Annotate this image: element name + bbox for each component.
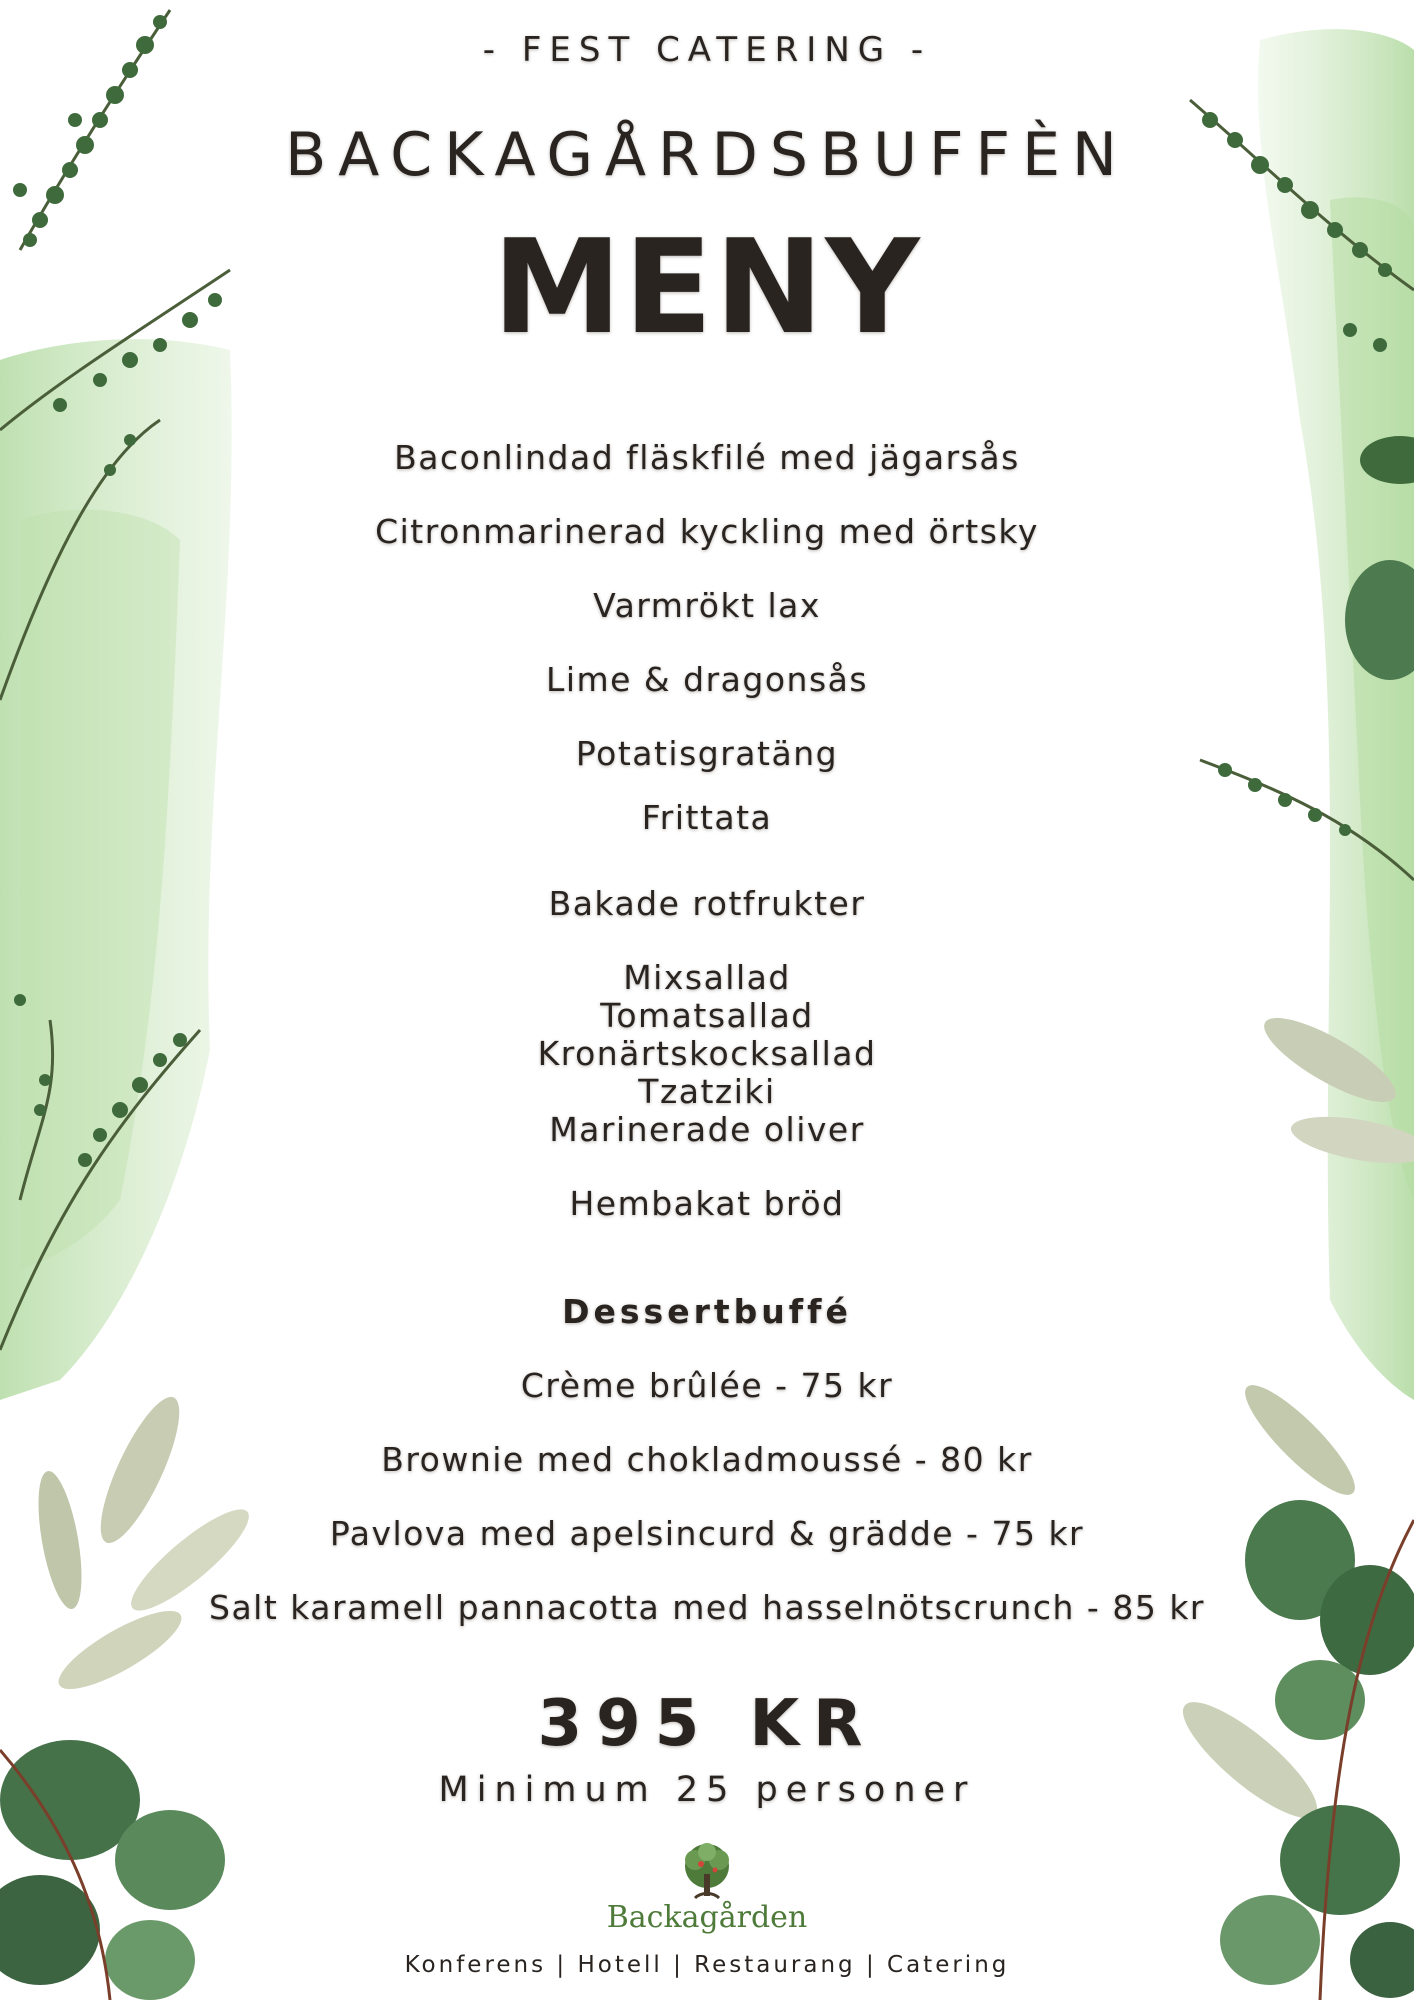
- brand-tagline: Konferens | Hotell | Restaurang | Catering: [404, 1952, 1010, 1978]
- menu-item: Tomatsallad: [600, 996, 814, 1035]
- menu-item: Kronärtskocksallad: [537, 1034, 877, 1073]
- dessert-item: Salt karamell pannacotta med hasselnötscrunch - 85 kr: [209, 1588, 1205, 1627]
- menu-item: Frittata: [641, 798, 773, 837]
- menu-item: Citronmarinerad kyckling med örtsky: [375, 512, 1039, 551]
- menu-item: Hembakat bröd: [569, 1184, 845, 1223]
- menu-item: Tzatziki: [638, 1072, 776, 1111]
- tree-logo-icon: [675, 1840, 739, 1904]
- minimum-guests: Minimum 25 personer: [438, 1770, 976, 1810]
- menu-item: Lime & dragonsås: [545, 660, 869, 699]
- brand-name: Backagården: [606, 1900, 808, 1935]
- page-title: MENY: [492, 211, 922, 363]
- buffet-name: BACKAGÅRDSBUFFÈN: [285, 120, 1129, 190]
- dessert-item: Brownie med chokladmoussé - 80 kr: [381, 1440, 1033, 1479]
- menu-item: Mixsallad: [623, 958, 791, 997]
- menu-item: Marinerade oliver: [549, 1110, 865, 1149]
- dessert-heading: Dessertbuffé: [562, 1292, 852, 1331]
- menu-item: Bakade rotfrukter: [548, 884, 866, 923]
- price: 395 KR: [537, 1687, 877, 1761]
- menu-item: Baconlindad fläskfilé med jägarsås: [394, 438, 1020, 477]
- event-eyebrow: - FEST CATERING -: [482, 30, 932, 70]
- dessert-item: Pavlova med apelsincurd & grädde - 75 kr: [329, 1514, 1085, 1553]
- dessert-item: Crème brûlée - 75 kr: [520, 1366, 894, 1405]
- menu-item: Varmrökt lax: [593, 586, 821, 625]
- menu-item: Potatisgratäng: [575, 734, 839, 773]
